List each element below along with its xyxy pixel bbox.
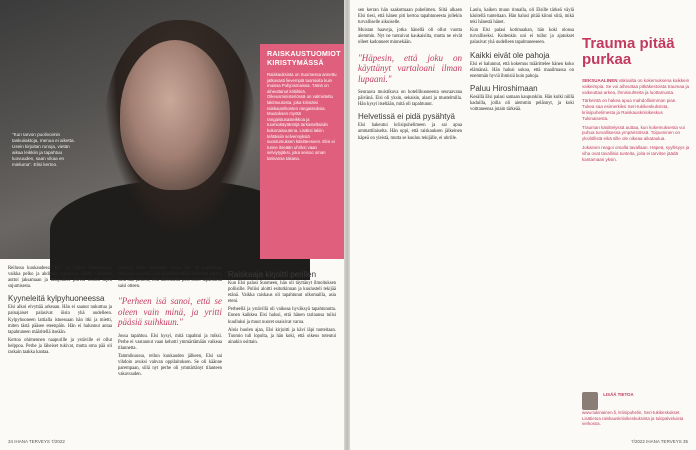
aside-paragraph: Jokainen reagoi omalla tavallaan. Häpeä, syyllisyys ja viha ovat tavallisia tunteita, joita ei tarvitse jäädä kantamaan yksin. <box>582 144 690 162</box>
left-page <box>0 0 344 450</box>
sidebar-title: RAISKAUSTUOMIOT KIRISTYMÄSSÄ <box>267 49 341 67</box>
page-folio: 7/2022 IHANA TERVEYS 35 <box>631 439 688 444</box>
sidebar-text: Raiskauksista on Suomessa annettu jatkuvasti lievempiä tuomioita kuin muissa Pohjoismaissa. Tämä on aiheuttanut kritiikkiä. Oikeusministeriössä on valmisteltu lakimuutosta, joka kiristäisi raiskausrikosten rangaistuksia. Muutoksen myötä rangaistusasteikkoa ja tuomiokäytäntöjä tarkasteltaisiin kokonaisuutena. Lisäksi lakiin tehtäisiin selvennyksiä suostumuksen käsitteeseen. Elisi ei tunne itseään uhriksi vaan selviytyjäksi, joka seisoo oman tarinansa takana. <box>267 72 337 161</box>
paragraph: lähtenyt Elsin Suomeen, koska hän oli kuulemma rikkonut sääntöjä. Elsi ei edelleenkään halunnut palata, sillä hän järkeili, että lähtemällä pois koko tapahtuma saisi otteen. <box>118 266 222 290</box>
aside-lead-text: väkivalta on kokemuksena kaikkein vaikeimpia. Se voi aiheuttaa pitkäkestoista traumaa ja vaikeuttaa arkea, ihmissuhteita ja luottamusta. <box>582 78 690 95</box>
paragraph: Elsi hakeutui kriisipuhelimeen ja sai apua ammattilaiselta. Hän oppi, että raiskauksen jälkeinen häpeä on yleistä, mutta se kuuluu tekijälle, ei uhrille. <box>358 123 462 141</box>
photo-caption: "Kun tarvon puolivoimin taskuiiaktoja, menua ei aiketta. Usein kirjoitan runoja, vietän aikaa leikkiin ja tapahtuu luovuuden, saan vikaa en mieluma". Elisi kertoo. <box>12 132 75 167</box>
subheading: Kyyneleitä kylpyhuoneessa <box>8 294 105 304</box>
aside-title: Trauma pitää purkaa <box>582 35 675 68</box>
subheading: Raiskaaja kirjoitti perillen <box>228 270 317 279</box>
info-text: www.tukinainen.fi, kriisipuhelin, Seri-tukikeskukset. Lisätietoa raiskauskriisikeskuksista ja tukipalveluista verkossa. <box>582 410 684 427</box>
left-column-2 <box>118 266 222 381</box>
paragraph: Alois huolen ajan, Elsi kirjoitti ja kävi läpi tunteitaan. Tuomio tuli lopulta, ja hän koki, että oikeus toteutui ainakin osittain. <box>228 327 336 345</box>
right-page <box>350 0 696 450</box>
page-folio: 34 IHANA TERVEYS 7/2022 <box>8 439 65 444</box>
paragraph: sen kerran hän saakuttuaan puhelimen. Siitä alkaen Elsi tiesi, että hänen piti kertoa tapahtuneesta jollekin turvalliselle aikuiselle. <box>358 8 462 26</box>
paragraph: Elsi ei halunnut, että kokemus määrittelee hänen koko elämänsä. Hän halusi uskoa, että maailmassa on enemmän hyviä ihmisiä kuin pahoja. <box>470 61 574 79</box>
info-box <box>582 392 690 427</box>
paragraph: Tammikuussa, reilun kuukauden jälkeen, Elsi sai vihdoin avuksi vahvan oppilaitoksen. Se oli käänne parempaan, sillä nyt perhe oli ymmärtänyt tilanteen vakavuuden. <box>118 354 222 378</box>
left-column-1 <box>8 266 112 358</box>
paragraph: Kertoa ohimennen naapurille ja ystäville ei ollut helppoa. Perhe ja läheiset tukivat, mutta oma pää oli raskain taakka kantaa. <box>8 337 112 356</box>
right-column-1 <box>358 8 462 144</box>
paragraph: Muistan haaveja, jotka hänellä oli ollut vuotta aiemmin. Nyt ne tuntuivat kaukaisilta, mutta ne eivät olleet kadonneet minnekään. <box>358 28 462 46</box>
info-title: LISÄÄ TIETOA <box>603 392 634 397</box>
aside-paragraph: Trauman käsittelyssä auttaa, kun kokemuksesta voi puhua turvallisessa ympäristössä. Toipuminen on yksilöllistä eikä sille ole oikeaa aikataulua. <box>582 124 685 142</box>
aside-paragraph <box>582 78 690 95</box>
paragraph: Kun Elsi palasi Suomeen, hän oli täyttänyt ilmoituksen poliisille. Poliisi aloitti esitutkinnan ja kuulusteli tekijää etänä. Vaikka raiskaus oli tapahtunut ulkomailla, asia eteni. <box>228 281 336 305</box>
paragraph: Jossa tapahtuu. Elsi kysyi, mitä tapahtui ja miksi. Perhe ei vastannut vaan kehotti ymmärtämään vaikeaa tilannetta. <box>118 333 222 352</box>
subheading: Helvetissä ei pidä pysähtyä <box>358 112 455 122</box>
paragraph: Reilussa kuukaudessa Elsi oli jälleen liikenteessä, vaikka pelko ja ahdistus seurasivat häntä. Opiskelu auttoi jaksamaan ja tukijoukot pitivät huolta arjen sujumisesta. <box>8 266 112 290</box>
pull-quote: "Häpesin, että joku on käyttänyt vartaloani ilman lupaani." <box>358 52 462 84</box>
paragraph: Seuraava muistikuva on hotellihuoneesta seuraavana päivänä. Elsi oli yksin, sekaisin, alasti ja mustelmilla. Hän kysyi itseltään, mitä oli tapahtunut. <box>358 90 462 108</box>
paragraph: Perheellä ja ystävillä oli vaikeaa hyväksyä tapahtunutta. Ennen kaikkea Elsi halusi, että hänen tarinansa tulisi kuulluksi ja muut nuoret osaisivat varoa. <box>228 307 336 325</box>
paragraph: Kun Elsi palasi kotimaahan, hän koki olonsa turvalliseksi. Kuitenkin uni ei tullut ja ajatukset palasivat yhä uudelleen tapahtuneeseen. <box>470 28 574 46</box>
subheading: Kaikki eivät ole pahoja <box>470 50 550 60</box>
subheading: Paluu Hiroshimaan <box>470 83 538 93</box>
paragraph: Elsi alkoi elvyttää arkeaan. Hän ei saanut nukuttua ja painajaiset palasivat öisin yhä uudelleen. Kylpyhuoneen lattialla istuessaan hän itki ja mietti, miten tästä pääsee eteenpäin. Hän ei halunnut antaa tapahtuneen määritellä itseään. <box>8 305 112 335</box>
paragraph: Laulu, kaiken muun rinnalla, oli Elsille tärkeä väylä käsitellä tunteitaan. Hän halusi pitää kiinni siitä, mikä teki hänestä hänet. <box>470 8 574 26</box>
left-column-3 <box>228 266 336 348</box>
pull-quote: "Perheen isä sanoi, että se oleen vain minä, ja yritti pääsiä suihkuun." <box>118 296 222 328</box>
info-sidebar <box>260 44 344 259</box>
photo-face <box>120 40 230 190</box>
aside-paragraph: Tärkeintä on hakea apua mahdollisimman pian. Tukea saa esimerkiksi Seri-tukikeskuksista, kriisipuhelimesta ja Raiskauskriisikeskus Tukinaisesta. <box>582 98 677 121</box>
author-avatar <box>582 392 598 410</box>
paragraph: Kesällä Elsi palasi samaan kaupunkiin. Hän kulki niillä kaduilla, joilla oli aiemmin pelännyt, ja koki voittaneensa jotain tärkeää. <box>470 94 574 113</box>
aside-lead: SEKSUAALINEN <box>582 78 618 83</box>
right-column-2 <box>470 8 574 115</box>
aside-box <box>582 78 690 165</box>
